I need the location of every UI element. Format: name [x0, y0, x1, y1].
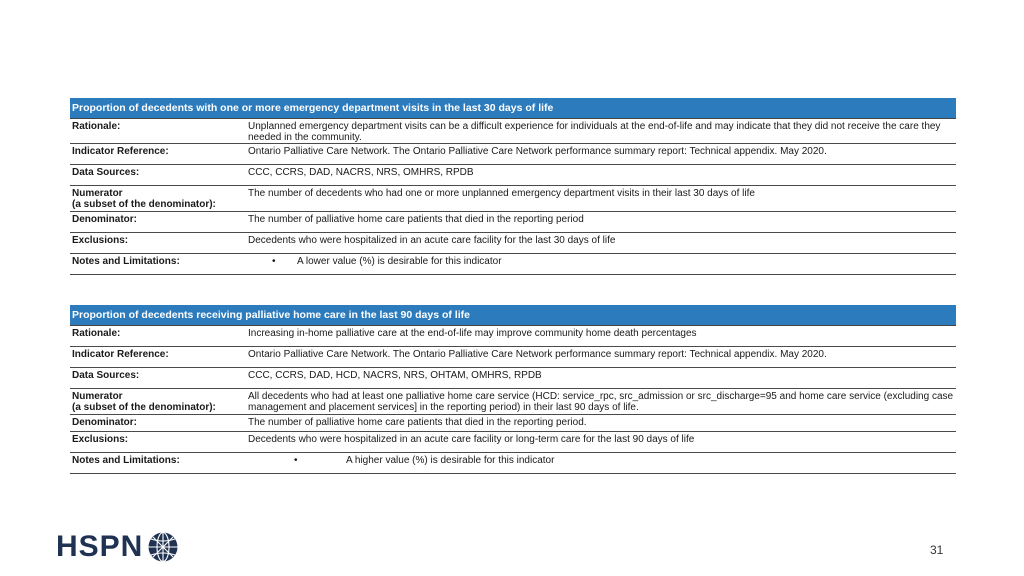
exclusions-value: Decedents who were hospitalized in an acute care facility or long-term care for the last 90 days of life — [246, 432, 956, 453]
notes-text: A higher value (%) is desirable for this indicator — [346, 455, 555, 466]
exclusions-row — [70, 233, 956, 254]
numerator-label-line2: (a subset of the denominator): — [72, 199, 216, 210]
reference-value: Ontario Palliative Care Network. The Ontario Palliative Care Network performance summary report: Technical appendix. May 2020. — [246, 347, 956, 368]
table-header-row — [70, 305, 956, 326]
denominator-value: The number of palliative home care patients that died in the reporting period. — [246, 415, 956, 432]
globe-icon — [147, 531, 179, 563]
numerator-row — [70, 389, 956, 415]
rationale-label: Rationale: — [70, 326, 246, 347]
reference-row — [70, 347, 956, 368]
notes-value — [246, 453, 956, 474]
logo-text: HSPN — [56, 530, 144, 563]
data-sources-value: CCC, CCRS, DAD, NACRS, NRS, OMHRS, RPDB — [246, 165, 956, 186]
denominator-label: Denominator: — [70, 415, 246, 432]
data-sources-row — [70, 368, 956, 389]
indicator-table-home-care — [70, 305, 956, 474]
denominator-row — [70, 415, 956, 432]
exclusions-row — [70, 432, 956, 453]
page-number: 31 — [930, 543, 944, 557]
rationale-value: Unplanned emergency department visits can be a difficult experience for individuals at the end-of-life and may indicate that they did not receive the care they needed in the community. — [246, 119, 956, 144]
denominator-value: The number of palliative home care patients that died in the reporting period — [246, 212, 956, 233]
notes-row — [70, 453, 956, 474]
bullet-icon: • — [294, 455, 298, 466]
data-sources-label: Data Sources: — [70, 368, 246, 389]
denominator-label: Denominator: — [70, 212, 246, 233]
data-sources-value: CCC, CCRS, DAD, HCD, NACRS, NRS, OHTAM, OMHRS, RPDB — [246, 368, 956, 389]
reference-label: Indicator Reference: — [70, 144, 246, 165]
notes-label: Notes and Limitations: — [70, 254, 246, 275]
table-title: Proportion of decedents receiving palliative home care in the last 90 days of life — [70, 305, 956, 326]
exclusions-value: Decedents who were hospitalized in an acute care facility for the last 30 days of life — [246, 233, 956, 254]
reference-value: Ontario Palliative Care Network. The Ontario Palliative Care Network performance summary report: Technical appendix. May 2020. — [246, 144, 956, 165]
notes-value — [246, 254, 956, 275]
numerator-label — [70, 389, 246, 415]
exclusions-label: Exclusions: — [70, 233, 246, 254]
indicator-table-ed-visits — [70, 98, 956, 275]
rationale-label: Rationale: — [70, 119, 246, 144]
numerator-value: The number of decedents who had one or more unplanned emergency department visits in their last 30 days of life — [246, 186, 956, 212]
notes-row — [70, 254, 956, 275]
rationale-row — [70, 326, 956, 347]
bullet-icon: • — [272, 256, 276, 267]
denominator-row — [70, 212, 956, 233]
notes-text: A lower value (%) is desirable for this indicator — [297, 256, 502, 267]
reference-label: Indicator Reference: — [70, 347, 246, 368]
reference-row — [70, 144, 956, 165]
numerator-value: All decedents who had at least one palliative home care service (HCD: service_rpc, src_admission or src_discharge=95 and home care service (excluding case management and placement services] in the reporting period) in their last 90 days of life. — [246, 389, 956, 415]
numerator-label — [70, 186, 246, 212]
table-header-row — [70, 98, 956, 119]
rationale-row — [70, 119, 956, 144]
exclusions-label: Exclusions: — [70, 432, 246, 453]
table-title: Proportion of decedents with one or more emergency department visits in the last 30 days of life — [70, 98, 956, 119]
numerator-label-line1: Numerator — [72, 391, 123, 402]
hspn-logo — [56, 530, 179, 564]
numerator-label-line2: (a subset of the denominator): — [72, 402, 216, 413]
numerator-label-line1: Numerator — [72, 188, 123, 199]
data-sources-label: Data Sources: — [70, 165, 246, 186]
notes-label: Notes and Limitations: — [70, 453, 246, 474]
rationale-value: Increasing in-home palliative care at the end-of-life may improve community home death percentages — [246, 326, 956, 347]
numerator-row — [70, 186, 956, 212]
data-sources-row — [70, 165, 956, 186]
